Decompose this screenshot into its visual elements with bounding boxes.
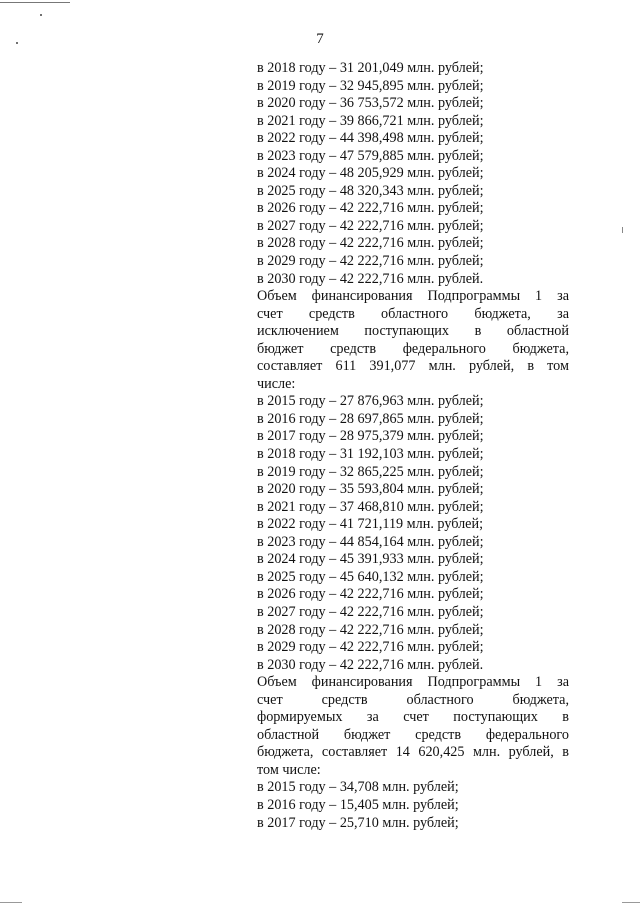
regional-budget-funding-paragraph — [257, 288, 569, 393]
paragraph-line: Объем финансирования Подпрограммы 1 за — [257, 674, 569, 691]
funding-years-list-total — [257, 60, 569, 288]
funding-year-line: в 2020 году – 36 753,572 млн. рублей; — [257, 95, 484, 112]
funding-year-line: в 2016 году – 15,405 млн. рублей; — [257, 796, 459, 813]
funding-year-line: в 2020 году – 35 593,804 млн. рублей; — [257, 481, 484, 498]
paragraph-line: бюджет средств федерального бюджета, — [257, 340, 569, 357]
funding-year-line: в 2028 году – 42 222,716 млн. рублей; — [257, 235, 484, 252]
funding-years-list-federal — [257, 779, 569, 832]
document-body — [257, 60, 569, 832]
paragraph-line: областной бюджет средств федерального — [257, 726, 569, 743]
funding-year-line: в 2025 году – 45 640,132 млн. рублей; — [257, 568, 484, 585]
paragraph-line: счет средств областного бюджета, за — [257, 305, 569, 322]
funding-year-line: в 2018 году – 31 192,103 млн. рублей; — [257, 446, 484, 463]
funding-year-line: в 2023 году – 44 854,164 млн. рублей; — [257, 533, 484, 550]
paragraph-line: формируемых за счет поступающих в — [257, 709, 569, 726]
scan-edge-mark — [622, 902, 640, 903]
paragraph-line: Объем финансирования Подпрограммы 1 за — [257, 288, 569, 305]
funding-year-line: в 2019 году – 32 945,895 млн. рублей; — [257, 77, 484, 94]
scan-edge-mark — [0, 902, 22, 903]
funding-year-line: в 2017 году – 25,710 млн. рублей; — [257, 814, 459, 831]
funding-years-list-regional — [257, 393, 569, 674]
funding-year-line: в 2023 году – 47 579,885 млн. рублей; — [257, 147, 484, 164]
funding-year-line: в 2022 году – 44 398,498 млн. рублей; — [257, 130, 484, 147]
funding-year-line: в 2024 году – 45 391,933 млн. рублей; — [257, 551, 484, 568]
paragraph-line: счет средств областного бюджета, — [257, 691, 569, 708]
funding-year-line: в 2022 году – 41 721,119 млн. рублей; — [257, 516, 484, 533]
funding-year-line: в 2018 году – 31 201,049 млн. рублей; — [257, 60, 484, 76]
funding-year-line: в 2021 году – 37 468,810 млн. рублей; — [257, 498, 484, 515]
paragraph-line: том числе: — [257, 761, 321, 778]
funding-year-line: в 2025 году – 48 320,343 млн. рублей; — [257, 182, 484, 199]
funding-year-line: в 2019 году – 32 865,225 млн. рублей; — [257, 463, 484, 480]
paragraph-line: числе: — [257, 375, 296, 392]
funding-year-line: в 2026 году – 42 222,716 млн. рублей; — [257, 200, 484, 217]
scan-edge-mark — [0, 2, 70, 3]
funding-year-line: в 2021 году – 39 866,721 млн. рублей; — [257, 112, 484, 129]
funding-year-line: в 2030 году – 42 222,716 млн. рублей. — [257, 270, 484, 287]
funding-year-line: в 2030 году – 42 222,716 млн. рублей. — [257, 656, 484, 673]
funding-year-line: в 2024 году – 48 205,929 млн. рублей; — [257, 165, 484, 182]
funding-year-line: в 2028 году – 42 222,716 млн. рублей; — [257, 621, 484, 638]
funding-year-line: в 2015 году – 27 876,963 млн. рублей; — [257, 393, 484, 410]
funding-year-line: в 2027 году – 42 222,716 млн. рублей; — [257, 603, 484, 620]
funding-year-line: в 2015 году – 34,708 млн. рублей; — [257, 779, 459, 796]
paragraph-line: исключением поступающих в областной — [257, 323, 569, 340]
funding-year-line: в 2026 году – 42 222,716 млн. рублей; — [257, 586, 484, 603]
funding-year-line: в 2016 году – 28 697,865 млн. рублей; — [257, 410, 484, 427]
paragraph-line: бюджета, составляет 14 620,425 млн. рублей, в — [257, 744, 569, 761]
funding-year-line: в 2029 году – 42 222,716 млн. рублей; — [257, 253, 484, 270]
paragraph-line: составляет 611 391,077 млн. рублей, в том — [257, 358, 569, 375]
scan-speck — [40, 14, 42, 16]
scan-speck — [622, 227, 623, 233]
funding-year-line: в 2017 году – 28 975,379 млн. рублей; — [257, 428, 484, 445]
funding-year-line: в 2029 году – 42 222,716 млн. рублей; — [257, 639, 484, 656]
funding-year-line: в 2027 году – 42 222,716 млн. рублей; — [257, 217, 484, 234]
page-number: 7 — [316, 31, 324, 47]
federal-transfer-funding-paragraph — [257, 674, 569, 779]
